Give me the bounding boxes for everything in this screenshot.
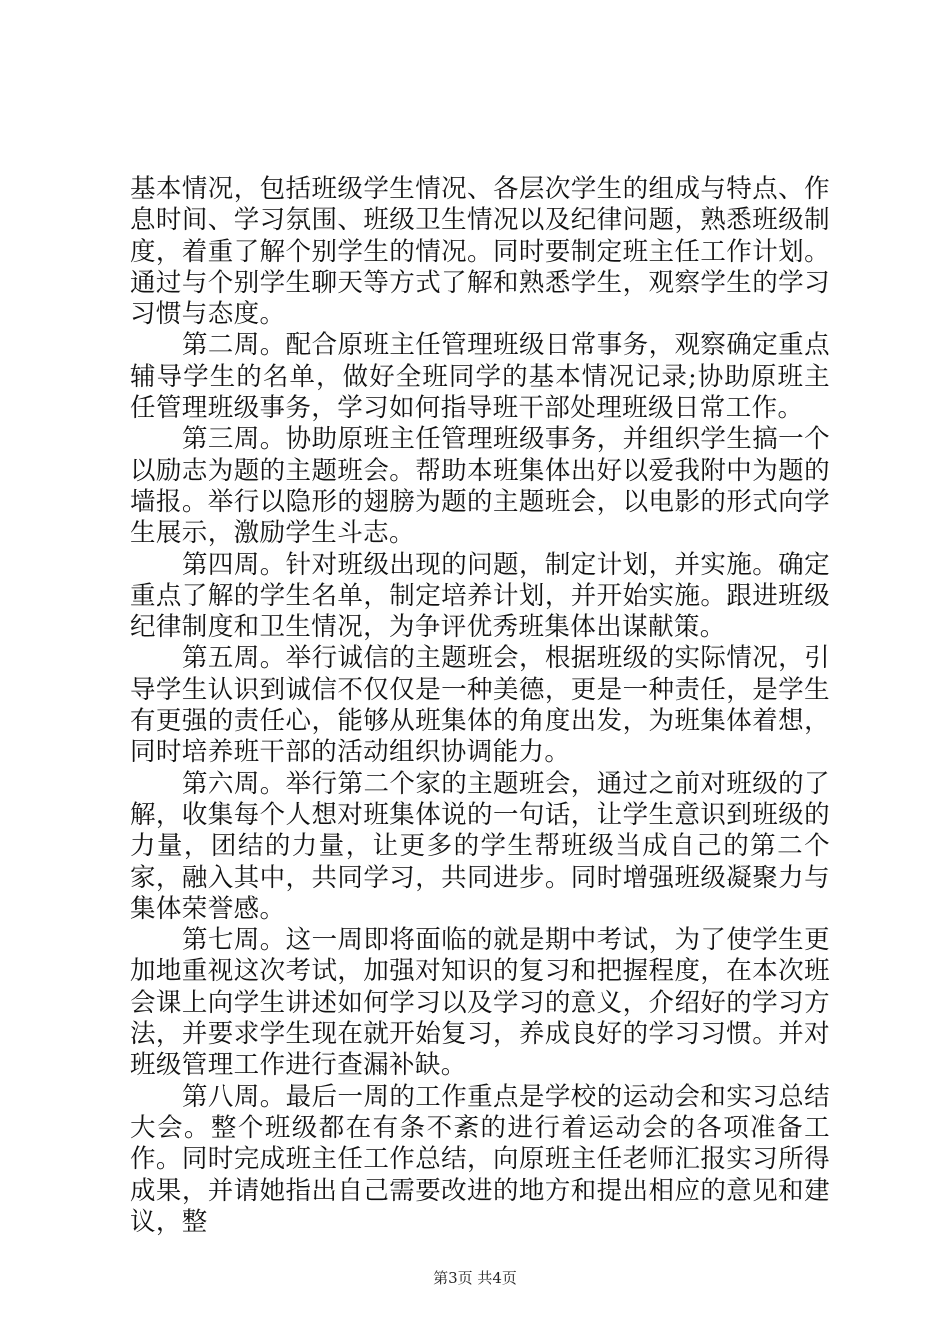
paragraph-week-3: 第三周。协助原班主任管理班级事务，并组织学生搞一个以励志为题的主题班会。帮助本班集体出好以爱我附中为题的墙报。举行以隐形的翅膀为题的主题班会，以电影的形式向学生展示，激励学生斗志。 bbox=[130, 424, 830, 549]
paragraph-week-6: 第六周。举行第二个家的主题班会，通过之前对班级的了解，收集每个人想对班集体说的一句话，让学生意识到班级的力量，团结的力量，让更多的学生帮班级当成自己的第二个家，融入其中，共同学习，共同进步。同时增强班级凝聚力与集体荣誉感。 bbox=[130, 768, 830, 924]
paragraph-week-7: 第七周。这一周即将面临的就是期中考试，为了使学生更加地重视这次考试，加强对知识的复习和把握程度，在本次班会课上向学生讲述如何学习以及学习的意义，介绍好的学习方法，并要求学生现在就开始复习，养成良好的学习习惯。并对班级管理工作进行查漏补缺。 bbox=[130, 925, 830, 1081]
page-number-footer: 第3页 共4页 bbox=[433, 1269, 517, 1287]
paragraph-week-4: 第四周。针对班级出现的问题，制定计划，并实施。确定重点了解的学生名单，制定培养计划，并开始实施。跟进班级纪律制度和卫生情况，为争评优秀班集体出谋献策。 bbox=[130, 549, 830, 643]
paragraph-week-8: 第八周。最后一周的工作重点是学校的运动会和实习总结大会。整个班级都在有条不紊的进行着运动会的各项准备工作。同时完成班主任工作总结，向原班主任老师汇报实习所得成果，并请她指出自己需要改进的地方和提出相应的意见和建议，整 bbox=[130, 1081, 830, 1237]
paragraph-week-2: 第二周。配合原班主任管理班级日常事务，观察确定重点辅导学生的名单，做好全班同学的基本情况记录;协助原班主任管理班级事务，学习如何指导班干部处理班级日常工作。 bbox=[130, 330, 830, 424]
paragraph-continuation: 基本情况，包括班级学生情况、各层次学生的组成与特点、作息时间、学习氛围、班级卫生情况以及纪律问题，熟悉班级制度，着重了解个别学生的情况。同时要制定班主任工作计划。通过与个别学生聊天等方式了解和熟悉学生，观察学生的学习习惯与态度。 bbox=[130, 174, 830, 330]
document-body bbox=[130, 174, 830, 1238]
paragraph-week-5: 第五周。举行诚信的主题班会，根据班级的实际情况，引导学生认识到诚信不仅仅是一种美德，更是一种责任，是学生有更强的责任心，能够从班集体的角度出发，为班集体着想，同时培养班干部的活动组织协调能力。 bbox=[130, 643, 830, 768]
